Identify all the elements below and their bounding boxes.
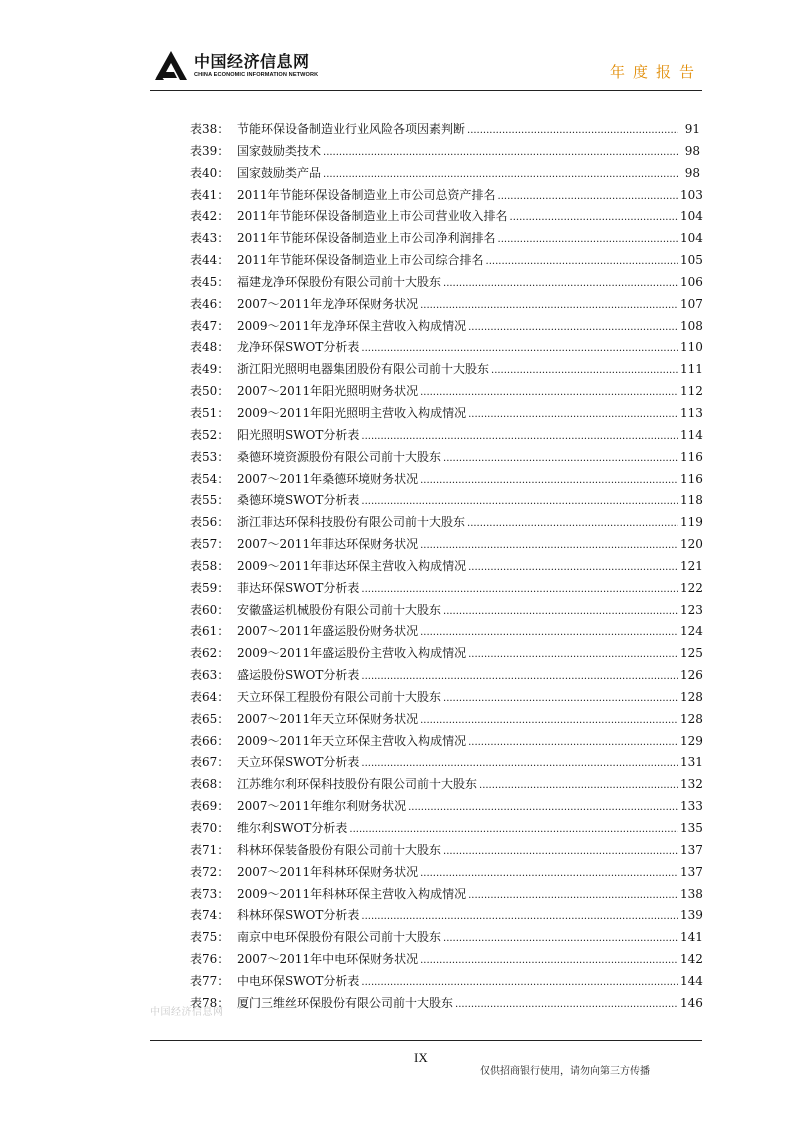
toc-leader-dots <box>420 300 678 311</box>
toc-entry-page: 105 <box>680 253 703 268</box>
toc-entry[interactable] <box>190 601 703 623</box>
toc-entry-label: 表38： <box>190 122 230 136</box>
toc-entry-label: 表60： <box>190 602 230 617</box>
watermark: 中国经济信息网 <box>150 1007 224 1018</box>
toc-entry-page: 135 <box>680 821 703 835</box>
toc-entry-title: 龙净环保SWOT分析表 <box>237 340 360 355</box>
toc-entry[interactable] <box>190 120 700 142</box>
toc-entry[interactable] <box>190 491 703 513</box>
toc-leader-dots <box>361 671 678 682</box>
toc-entry-label: 表74： <box>190 908 230 923</box>
toc-entry-label: 表48： <box>190 340 230 355</box>
toc-entry-page: 103 <box>680 187 703 202</box>
toc-entry-title: 2009～2011年科林环保主营收入构成情况 <box>237 886 467 901</box>
toc-entry-page: 137 <box>680 864 703 879</box>
toc-entry-title: 2011年节能环保设备制造业上市公司营业收入排名 <box>237 209 508 224</box>
logo-english-text: CHINA ECONOMIC INFORMATION NETWORK <box>194 72 319 78</box>
toc-leader-dots <box>420 868 678 879</box>
toc-leader-dots <box>361 496 678 507</box>
toc-leader-dots <box>479 780 678 791</box>
toc-entry-title: 2007～2011年科林环保财务状况 <box>237 864 419 879</box>
toc-entry[interactable] <box>190 426 703 448</box>
logo-chinese-text: 中国经济信息网 <box>194 52 310 71</box>
toc-entry-title: 2011年节能环保设备制造业上市公司净利润排名 <box>237 231 496 246</box>
toc-entry-label: 表43： <box>190 231 230 246</box>
toc-entry-title: 国家鼓励类产品 <box>237 165 322 180</box>
toc-entry-title: 中电环保SWOT分析表 <box>237 973 360 988</box>
toc-entry-page: 104 <box>680 231 703 246</box>
toc-entry-page: 128 <box>680 711 703 726</box>
toc-entry-title: 2007～2011年维尔利财务状况 <box>237 799 407 814</box>
page-header <box>150 44 702 90</box>
toc-entry-label: 表51： <box>190 405 230 420</box>
toc-entry-title: 2009～2011年龙净环保主营收入构成情况 <box>237 318 467 333</box>
toc-entry[interactable] <box>190 470 703 492</box>
toc-leader-dots <box>361 584 678 595</box>
report-title: 年度报告 <box>609 63 702 81</box>
toc-entry-label: 表55： <box>190 493 230 508</box>
toc-entry-page: 120 <box>680 537 703 552</box>
toc-leader-dots <box>323 147 678 158</box>
toc-entry-title: 2009～2011年阳光照明主营收入构成情况 <box>237 405 467 420</box>
toc-entry-page: 138 <box>680 886 703 901</box>
toc-entry-title: 江苏维尔利环保科技股份有限公司前十大股东 <box>237 777 478 792</box>
toc-entry-label: 表56： <box>190 515 230 530</box>
toc-entry[interactable] <box>190 404 703 426</box>
toc-entry[interactable] <box>190 186 703 208</box>
toc-leader-dots <box>468 737 678 748</box>
toc-entry-page: 98 <box>684 143 700 158</box>
toc-entry-page: 137 <box>680 842 703 857</box>
toc-entry[interactable] <box>190 513 703 535</box>
toc-entry-label: 表70： <box>190 821 230 835</box>
toc-entry[interactable] <box>190 928 703 950</box>
logo <box>154 48 318 84</box>
toc-entry-title: 浙江阳光照明电器集团股份有限公司前十大股东 <box>237 362 490 377</box>
toc-entry[interactable] <box>190 295 703 317</box>
toc-entry-title: 2009～2011年盛运股份主营收入构成情况 <box>237 646 467 661</box>
toc-entry-label: 表68： <box>190 777 230 792</box>
toc-entry[interactable] <box>190 251 703 273</box>
toc-entry[interactable] <box>190 535 703 557</box>
toc-entry-label: 表41： <box>190 187 230 202</box>
toc-entry-title: 安徽盛运机械股份有限公司前十大股东 <box>237 602 442 617</box>
toc-entry[interactable] <box>190 557 703 579</box>
toc-entry-page: 112 <box>680 384 703 399</box>
toc-leader-dots <box>443 693 678 704</box>
toc-entry-page: 104 <box>680 209 703 224</box>
toc-entry-page: 133 <box>680 799 703 814</box>
toc-entry[interactable] <box>190 972 703 994</box>
toc-entry-label: 表78： <box>190 995 230 1010</box>
toc-entry-page: 126 <box>680 668 703 683</box>
toc-entry[interactable] <box>190 753 703 775</box>
toc-entry-page: 125 <box>680 646 703 661</box>
toc-entry-title: 2007～2011年菲达环保财务状况 <box>237 537 419 552</box>
toc-entry-title: 厦门三维丝环保股份有限公司前十大股东 <box>237 995 454 1010</box>
toc-entry-label: 表66： <box>190 733 230 748</box>
toc-entry-title: 桑德环境SWOT分析表 <box>237 493 360 508</box>
toc-entry-title: 浙江菲达环保科技股份有限公司前十大股东 <box>237 515 466 530</box>
toc-entry-label: 表76： <box>190 952 230 967</box>
footer-divider <box>150 1040 702 1041</box>
toc-leader-dots <box>361 911 678 922</box>
toc-leader-dots <box>498 191 678 202</box>
toc-entry-page: 139 <box>680 908 703 923</box>
toc-entry-page: 111 <box>680 362 703 377</box>
toc-entry[interactable] <box>190 775 703 797</box>
toc-leader-dots <box>468 322 678 333</box>
toc-entry-page: 129 <box>680 733 703 748</box>
toc-entry-label: 表77： <box>190 973 230 988</box>
toc-entry-title: 国家鼓励类技术 <box>237 143 322 158</box>
toc-entry[interactable] <box>190 906 703 928</box>
toc-entry-title: 南京中电环保股份有限公司前十大股东 <box>237 930 442 945</box>
toc-leader-dots <box>361 977 678 988</box>
toc-entry-page: 110 <box>680 340 703 355</box>
toc-leader-dots <box>491 365 678 376</box>
toc-leader-dots <box>361 758 678 769</box>
toc-leader-dots <box>468 649 678 660</box>
toc-leader-dots <box>408 802 678 813</box>
toc-entry-title: 2011年节能环保设备制造业上市公司综合排名 <box>237 253 484 268</box>
toc-leader-dots <box>443 606 678 617</box>
toc-entry-title: 福建龙净环保股份有限公司前十大股东 <box>237 274 442 289</box>
toc-entry-label: 表69： <box>190 799 230 814</box>
toc-entry-label: 表73： <box>190 886 230 901</box>
toc-leader-dots <box>420 955 678 966</box>
toc-entry-title: 节能环保设备制造业行业风险各项因素判断 <box>237 122 466 136</box>
toc-leader-dots <box>361 431 678 442</box>
toc-entry-page: 116 <box>680 471 703 486</box>
toc-entry[interactable] <box>190 863 703 885</box>
toc-leader-dots <box>468 562 678 573</box>
toc-entry-title: 2007～2011年盛运股份财务状况 <box>237 624 419 639</box>
table-of-contents <box>190 120 703 1016</box>
toc-entry-label: 表45： <box>190 274 230 289</box>
toc-entry-title: 科林环保装备股份有限公司前十大股东 <box>237 842 442 857</box>
toc-entry-page: 128 <box>680 689 703 704</box>
toc-leader-dots <box>443 278 678 289</box>
page-number: IX <box>414 1050 428 1065</box>
toc-entry-label: 表72： <box>190 864 230 879</box>
toc-entry-page: 131 <box>680 755 703 770</box>
toc-leader-dots <box>323 169 678 180</box>
toc-entry-title: 天立环保工程股份有限公司前十大股东 <box>237 689 442 704</box>
toc-entry[interactable] <box>190 338 703 360</box>
toc-entry-title: 菲达环保SWOT分析表 <box>237 580 360 595</box>
toc-entry[interactable] <box>190 666 703 688</box>
toc-leader-dots <box>467 125 678 136</box>
toc-entry-page: 121 <box>680 558 703 573</box>
toc-entry[interactable] <box>190 229 703 251</box>
toc-entry-label: 表40： <box>190 165 230 180</box>
toc-leader-dots <box>349 824 678 835</box>
toc-leader-dots <box>467 518 678 529</box>
toc-entry-page: 119 <box>680 515 703 530</box>
toc-entry[interactable] <box>190 732 703 754</box>
toc-leader-dots <box>420 715 678 726</box>
toc-entry-label: 表50： <box>190 384 230 399</box>
toc-leader-dots <box>420 475 678 486</box>
toc-entry-page: 116 <box>680 449 703 464</box>
toc-leader-dots <box>498 234 678 245</box>
toc-leader-dots <box>420 627 678 638</box>
toc-entry-title: 2009～2011年菲达环保主营收入构成情况 <box>237 558 467 573</box>
toc-entry-page: 118 <box>680 493 703 508</box>
toc-leader-dots <box>420 387 678 398</box>
toc-entry-title: 天立环保SWOT分析表 <box>237 755 360 770</box>
toc-entry-label: 表54： <box>190 471 230 486</box>
toc-entry[interactable] <box>190 448 703 470</box>
toc-entry-title: 桑德环境资源股份有限公司前十大股东 <box>237 449 442 464</box>
toc-entry[interactable] <box>190 688 703 710</box>
toc-entry-title: 维尔利SWOT分析表 <box>237 821 348 835</box>
toc-entry[interactable] <box>190 360 703 382</box>
toc-entry-page: 98 <box>684 165 700 180</box>
toc-leader-dots <box>443 846 678 857</box>
toc-entry-page: 108 <box>680 318 703 333</box>
toc-entry[interactable] <box>190 579 703 601</box>
toc-entry[interactable] <box>190 382 703 404</box>
toc-entry-label: 表39： <box>190 143 230 158</box>
toc-entry-label: 表64： <box>190 689 230 704</box>
toc-entry-title: 科林环保SWOT分析表 <box>237 908 360 923</box>
toc-entry-label: 表62： <box>190 646 230 661</box>
toc-leader-dots <box>361 343 678 354</box>
toc-entry-label: 表59： <box>190 580 230 595</box>
toc-entry[interactable] <box>190 207 703 229</box>
logo-mark-icon <box>154 50 188 82</box>
toc-leader-dots <box>455 999 678 1010</box>
toc-entry-label: 表46： <box>190 296 230 311</box>
header-divider <box>150 90 702 91</box>
toc-entry-page: 114 <box>680 427 703 442</box>
toc-entry-label: 表63： <box>190 668 230 683</box>
toc-entry-title: 阳光照明SWOT分析表 <box>237 427 360 442</box>
toc-entry-title: 2011年节能环保设备制造业上市公司总资产排名 <box>237 187 496 202</box>
toc-entry-label: 表49： <box>190 362 230 377</box>
toc-leader-dots <box>443 453 678 464</box>
toc-entry[interactable] <box>190 644 703 666</box>
toc-entry[interactable] <box>190 819 703 841</box>
toc-entry-page: 132 <box>680 777 703 792</box>
toc-entry-page: 124 <box>680 624 703 639</box>
toc-entry-page: 91 <box>684 122 700 136</box>
toc-entry-label: 表61： <box>190 624 230 639</box>
toc-entry-page: 122 <box>680 580 703 595</box>
toc-entry[interactable] <box>190 885 703 907</box>
toc-entry-page: 113 <box>680 405 703 420</box>
toc-entry-title: 2007～2011年阳光照明财务状况 <box>237 384 419 399</box>
toc-entry-title: 2009～2011年天立环保主营收入构成情况 <box>237 733 467 748</box>
toc-entry-label: 表47： <box>190 318 230 333</box>
footer-note: 仅供招商银行使用，请勿向第三方传播 <box>480 1066 650 1077</box>
toc-entry-label: 表57： <box>190 537 230 552</box>
toc-entry-label: 表53： <box>190 449 230 464</box>
toc-entry-title: 2007～2011年龙净环保财务状况 <box>237 296 419 311</box>
toc-leader-dots <box>510 212 678 223</box>
toc-entry-label: 表58： <box>190 558 230 573</box>
toc-entry[interactable] <box>190 841 703 863</box>
toc-entry-label: 表75： <box>190 930 230 945</box>
toc-entry[interactable] <box>190 994 703 1016</box>
toc-entry-page: 123 <box>680 602 703 617</box>
toc-leader-dots <box>468 890 678 901</box>
toc-entry[interactable] <box>190 622 703 644</box>
toc-entry-page: 141 <box>680 930 703 945</box>
toc-entry-page: 142 <box>680 952 703 967</box>
toc-entry-page: 146 <box>680 995 703 1010</box>
toc-entry-label: 表71： <box>190 842 230 857</box>
toc-entry-label: 表65： <box>190 711 230 726</box>
toc-entry[interactable] <box>190 710 703 732</box>
toc-entry[interactable] <box>190 142 700 164</box>
toc-entry[interactable] <box>190 797 703 819</box>
toc-leader-dots <box>468 409 678 420</box>
toc-entry-label: 表52： <box>190 427 230 442</box>
toc-entry-page: 107 <box>680 296 703 311</box>
toc-leader-dots <box>420 540 678 551</box>
toc-entry-title: 2007～2011年中电环保财务状况 <box>237 952 419 967</box>
toc-entry-label: 表67： <box>190 755 230 770</box>
toc-entry-title: 2007～2011年天立环保财务状况 <box>237 711 419 726</box>
toc-entry-title: 2007～2011年桑德环境财务状况 <box>237 471 419 486</box>
toc-leader-dots <box>443 933 678 944</box>
toc-leader-dots <box>486 256 678 267</box>
toc-entry-label: 表42： <box>190 209 230 224</box>
toc-entry-title: 盛运股份SWOT分析表 <box>237 668 360 683</box>
toc-entry-label: 表44： <box>190 253 230 268</box>
toc-entry-page: 144 <box>680 973 703 988</box>
toc-entry[interactable] <box>190 273 703 295</box>
toc-entry-page: 106 <box>680 274 703 289</box>
toc-entry[interactable] <box>190 164 700 186</box>
toc-entry[interactable] <box>190 317 703 339</box>
toc-entry[interactable] <box>190 950 703 972</box>
